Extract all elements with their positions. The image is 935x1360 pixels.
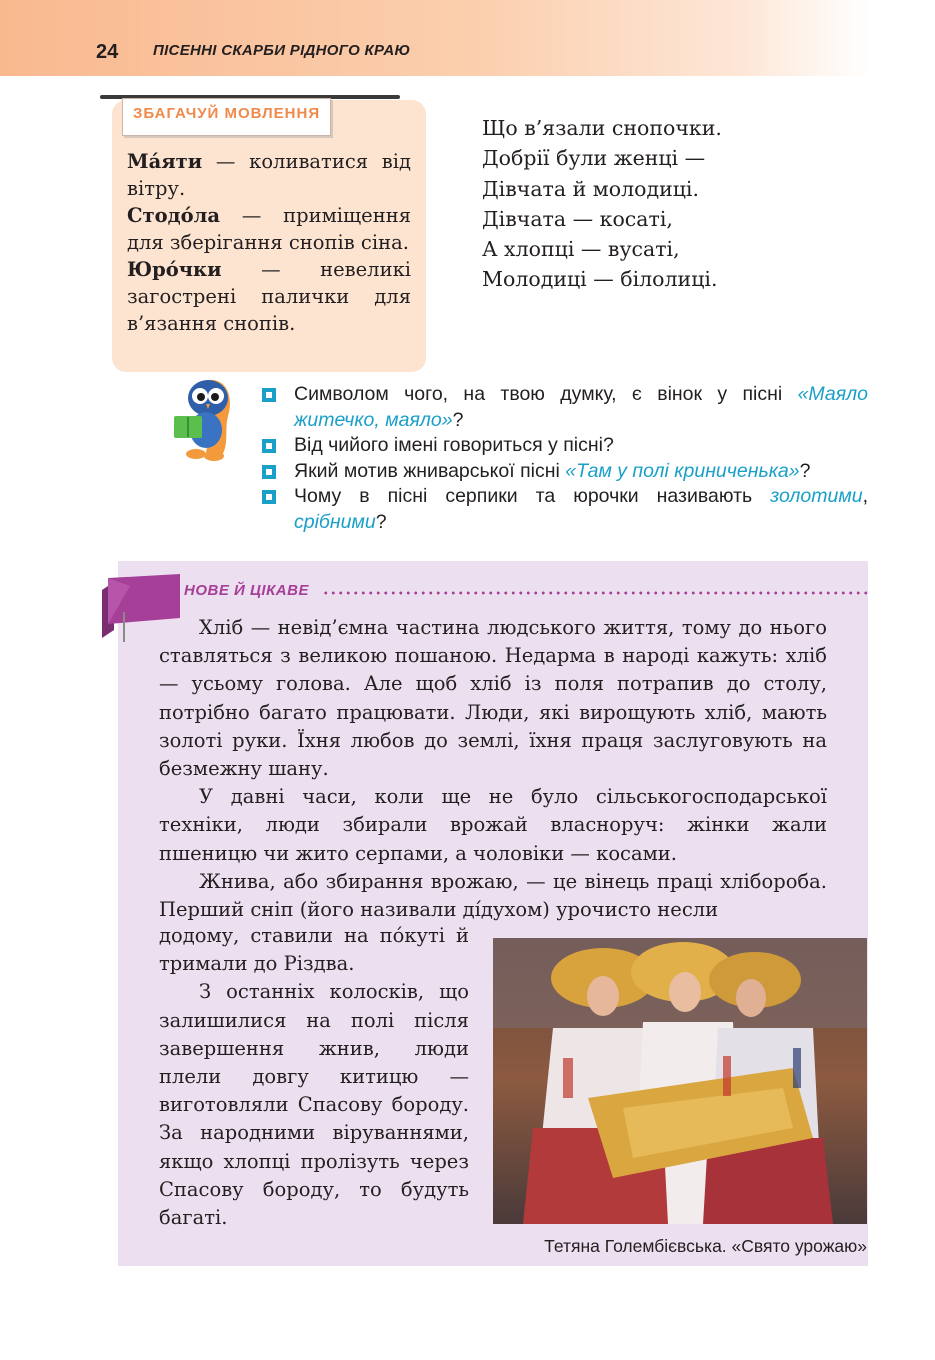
square-bullet-icon xyxy=(262,465,276,479)
info-title: НОВЕ Й ЦІКАВЕ xyxy=(184,582,309,599)
poem-line: Дівчата — косаті, xyxy=(482,206,673,231)
square-bullet-icon xyxy=(262,439,276,453)
dotted-divider xyxy=(322,591,868,595)
question-text: Від чийого імені говориться у пісні? xyxy=(294,434,614,456)
vocabulary-label: ЗБАГАЧУЙ МОВЛЕННЯ xyxy=(122,98,331,136)
poem-line: Що в’язали снопочки. xyxy=(482,116,722,140)
question-item xyxy=(260,459,868,485)
info-text-narrow xyxy=(159,922,469,1232)
question-item xyxy=(260,382,868,433)
questions-list xyxy=(260,382,868,535)
poem-line: А хлопці — вусаті, xyxy=(482,237,680,262)
vocabulary-entry xyxy=(127,256,411,337)
reading-owl-mascot-icon xyxy=(168,376,240,462)
info-paragraph: З останніх колосків, що залишилися на полі після завершення жнив, люди плели довгу китицю — виготовляли Спасову бороду. За народними віруваннями, якщо хлопці пролізуть через Спасову бороду, то будуть багаті. xyxy=(159,980,469,1230)
page-header xyxy=(0,0,870,76)
vocabulary-term: Стодо́ла xyxy=(127,204,220,227)
running-title: ПІСЕННІ СКАРБИ РІДНОГО КРАЮ xyxy=(153,42,411,59)
square-bullet-icon xyxy=(262,490,276,504)
info-paragraph: Жнива, або збирання врожаю, — це вінець праці хлібороба. Перший сніп (його називали ді́духом) урочисто несли xyxy=(159,869,827,922)
vocabulary-definition: — невеликі загострені палички для в’язання снопів. xyxy=(127,258,411,335)
question-item xyxy=(260,484,868,535)
question-item xyxy=(260,433,868,459)
info-paragraph: Хліб — невід’ємна частина людського життя, тому до нього ставляться з великою пошаною. Недарма в народі кажуть: хліб — усьому голова. Але щоб хліб із поля потрапив до столу, потрібно багато працювати. Люди, які вирощують хліб, мають золоті руки. Їхня любов до землі, їхня праця заслуговують на безмежну шану. xyxy=(159,616,827,781)
poem-line: Дівчата й молодиці. xyxy=(482,176,699,201)
vocabulary-entry xyxy=(127,202,411,256)
question-text: Символом чого, на твою думку, є вінок у пісні «Маяло житечко, маяло»? xyxy=(294,383,868,431)
poem-line: Молодиці — білолиці. xyxy=(482,267,718,292)
info-paragraph: додому, ставили на по́куті й тримали до Різдва. xyxy=(159,924,469,976)
info-text-full xyxy=(159,614,827,924)
vocabulary-text xyxy=(127,148,411,337)
question-text: Чому в пісні серпики та юрочки називають золотими, срібними? xyxy=(294,485,868,533)
vocabulary-term: Ма́яти xyxy=(127,150,203,173)
poem xyxy=(482,113,722,295)
painting-image xyxy=(493,938,867,1224)
info-paragraph: У давні часи, коли ще не було сільськогосподарської техніки, люди збирали врожай власноруч: жінки жали пшеницю чи жито серпами, а чоловіки — косами. xyxy=(159,785,827,865)
vocabulary-entry xyxy=(127,148,411,202)
question-text: Який мотив жниварської пісні «Там у полі криниченька»? xyxy=(294,459,811,482)
page-number: 24 xyxy=(96,41,119,63)
square-bullet-icon xyxy=(262,388,276,402)
poem-line: Добрії були женці — xyxy=(482,146,706,171)
vocabulary-term: Юро́чки xyxy=(127,258,222,281)
vocabulary-definition: — коливатися від вітру. xyxy=(127,150,411,200)
painting-caption: Тетяна Голембієвська. «Свято урожаю» xyxy=(544,1236,867,1256)
vocabulary-definition: — приміщення для зберігання снопів сіна. xyxy=(127,204,411,254)
